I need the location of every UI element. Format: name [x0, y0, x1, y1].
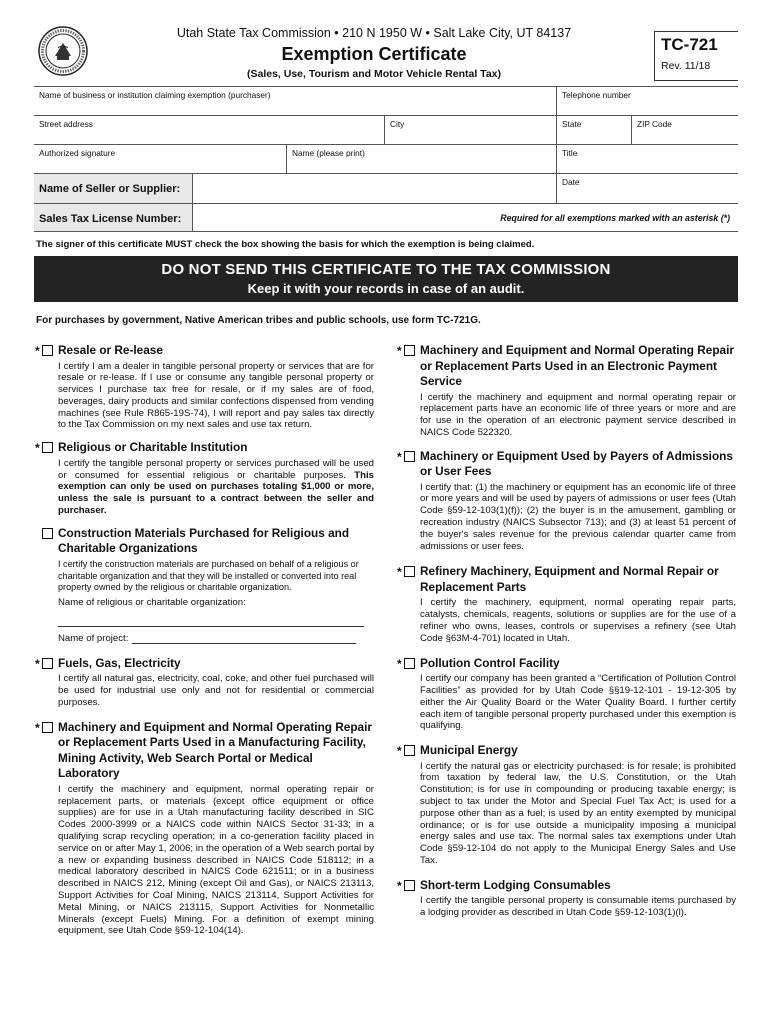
zip-code-field[interactable]	[631, 116, 738, 144]
resale-title: Resale or Re-lease	[58, 343, 163, 357]
authorized-signature-label: Authorized signature	[39, 148, 116, 158]
city-label: City	[390, 119, 405, 129]
print-name-field[interactable]	[286, 145, 556, 173]
banner-keep-records: Keep it with your records in case of an audit.	[247, 281, 525, 296]
do-not-send-banner	[34, 256, 738, 302]
print-name-label: Name (please print)	[292, 148, 365, 158]
fuels-checkbox[interactable]	[42, 658, 53, 669]
exemption-religious	[34, 440, 374, 516]
exemption-admissions	[396, 449, 736, 553]
zip-code-label: ZIP Code	[637, 119, 672, 129]
asterisk-mark: *	[35, 656, 40, 671]
header-center	[114, 22, 634, 80]
signer-instruction: The signer of this certificate MUST check the box showing the basis for which the exemption is being claimed.	[36, 239, 535, 250]
street-address-label: Street address	[39, 119, 93, 129]
manufacturing-text: I certify the machinery and equipment, normal operating repair or replacement parts, or materials (except office equipment or office supplies) are for use in a Utah manufacturing facility described in SIC Codes 2000-3999 or a NAICS code within NAICS Sector 31-33; in a qualifying scrap recycling operation; in a co-generation facility placed in service on or after May 1, 2006; in the operation of a Web search portal by a new or expanding business described in NAICS Code 518112; in a medical laboratory described in NAICS Code 621511; or in a business described in NAICS 212, Mining (except Oil and Gas), or NAICS 213113, Support Activities for Coal Mining, NAICS 213114, Support Activities for Metal Mining, or NAICS 213115, Support Activities for Nonmetallic Minerals (except Fuels) Mining. For a definition of exempt mining equipment, see Utah Code §59-12-104(14).	[58, 783, 374, 937]
asterisk-mark: *	[397, 449, 402, 464]
telephone-label: Telephone number	[562, 90, 631, 100]
form-number-box	[654, 31, 738, 81]
lodging-text: I certify the tangible personal property is consumable items purchased by a lodging provider as described in Utah Code §59-12-103(1)(l).	[420, 895, 736, 919]
religious-text-main: I certify the tangible personal property or services purchased will be used or consumed for essential religious or charitable purposes.	[58, 457, 374, 481]
title-field[interactable]	[556, 145, 738, 173]
purchaser-name-field[interactable]	[34, 87, 556, 115]
admissions-text: I certify that: (1) the machinery or equipment has an economic life of three or more years and will be used by payers of admissions or user fees (Utah Code §59-12-103(1)(f)); (2) the buyer is in the amusement, gambling or recreation industry (NAICS Subsector 713); and (3) at least 51 percent of the buyer's sales revenue for the previous calendar quarter came from admissions or user fees.	[420, 481, 736, 552]
resale-text: I certify I am a dealer in tangible personal property or services that are for resale or re-lease. If I use or consume any tangible personal property or services I purchase tax free for resale, or if my sales are of food, beverages, dairy products and similar confections dispensed from vending machines (see Rule R865-19S-74), I will report and pay sales tax directly to the Tax Commission on my next sales and use tax return.	[58, 360, 374, 431]
exemption-lodging	[396, 878, 736, 919]
organization-name-input[interactable]	[58, 609, 364, 627]
telephone-field[interactable]	[556, 87, 738, 115]
electronic-payment-title: Machinery and Equipment and Normal Operating Repair or Replacement Parts Used in an Electronic Payment Service	[420, 343, 734, 388]
state-label: State	[562, 119, 582, 129]
date-field[interactable]	[556, 174, 738, 203]
date-label: Date	[562, 177, 580, 187]
project-row	[58, 633, 374, 644]
exemption-construction	[34, 526, 374, 644]
form-subtitle: (Sales, Use, Tourism and Motor Vehicle Rental Tax)	[246, 68, 501, 80]
street-address-field[interactable]	[34, 116, 384, 144]
pollution-checkbox[interactable]	[404, 658, 415, 669]
asterisk-mark: *	[35, 344, 40, 358]
exemption-municipal-energy	[396, 743, 736, 867]
exemption-pollution	[396, 656, 736, 732]
municipal-energy-text: I certify the natural gas or electricity purchased: is for resale; is prohibited from taxation by federal law, the U.S. Constitution, or the Utah Constitution; is for use in compounding or producing taxable energy; is subject to tax under the Motor and Special Fuel Tax Act; is used for a purpose other than as a fuel; is used by an entity exempted by municipal ordinance; or is for use outside a municipality imposing a municipal energy sales and use tax. The normal sales tax exemptions under Utah Code §59-12-104 do not apply to the Municipal Energy Sales and Use Tax.	[420, 760, 736, 867]
exemption-electronic-payment	[396, 343, 736, 439]
asterisk-required-note: Required for all exemptions marked with an asterisk (*)	[500, 213, 730, 223]
form-number: TC-721	[661, 35, 718, 54]
lodging-checkbox[interactable]	[404, 880, 415, 891]
fuels-text: I certify all natural gas, electricity, coal, coke, and other fuel purchased will be used for industrial use only and not for residential or commercial purposes.	[58, 673, 374, 709]
field-row-signature	[34, 144, 738, 173]
electronic-payment-checkbox[interactable]	[404, 345, 415, 356]
exemption-manufacturing	[34, 720, 374, 937]
admissions-checkbox[interactable]	[404, 451, 415, 462]
pollution-text: I certify our company has been granted a “Certification of Pollution Control Facilities” as provided for by Utah Code §§19-12-101 - 19-12-305 by either the Air Quality Board or the Water Quality Board. I further certify each item of tangible personal property purchased under this exemption is qualifying.	[420, 673, 736, 732]
project-name-input[interactable]	[132, 634, 356, 644]
form-revision: Rev. 11/18	[661, 60, 711, 72]
electronic-payment-text: I certify the machinery and equipment and normal operating repair or replacement parts have an economic life of three years or more and are for use in the operation of an electronic payment service described in NAICS Code 522320.	[420, 391, 736, 438]
authorized-signature-field[interactable]	[34, 145, 286, 173]
exemption-refinery	[396, 564, 736, 644]
refinery-text: I certify the machinery, equipment, normal operating repair parts, catalysts, chemicals, reagents, solutions or supplies are for the use of a refiner who owns, leases, controls or supervises a refinery (see Utah Code §63M-4-701) located in Utah.	[420, 597, 736, 644]
project-label: Name of project:	[58, 632, 129, 644]
form-header	[34, 22, 738, 86]
construction-text: I certify the construction materials are purchased on behalf of a religious or charitable organization and that they will be installed or converted into real property owned by the religious or charitable organization.	[58, 558, 359, 593]
field-row-address	[34, 115, 738, 144]
asterisk-mark: *	[397, 344, 402, 358]
license-number-field[interactable]	[192, 204, 738, 231]
banner-warning: DO NOT SEND THIS CERTIFICATE TO THE TAX COMMISSION	[161, 261, 611, 278]
asterisk-mark: *	[397, 565, 402, 580]
utah-state-seal-icon	[38, 26, 88, 76]
exemption-resale	[34, 343, 374, 431]
religious-text	[58, 458, 374, 517]
state-field[interactable]	[556, 116, 631, 144]
government-purchase-note: For purchases by government, Native American tribes and public schools, use form TC-721G.	[36, 315, 481, 326]
manufacturing-checkbox[interactable]	[42, 722, 53, 733]
religious-checkbox[interactable]	[42, 442, 53, 453]
seller-name-label: Name of Seller or Supplier:	[34, 174, 192, 203]
resale-checkbox[interactable]	[42, 345, 53, 356]
municipal-energy-checkbox[interactable]	[404, 745, 415, 756]
license-number-label: Sales Tax License Number:	[34, 204, 192, 231]
field-row-seller	[34, 173, 738, 203]
pollution-title: Pollution Control Facility	[420, 655, 560, 670]
lodging-title: Short-term Lodging Consumables	[420, 877, 611, 892]
asterisk-mark: *	[397, 656, 402, 671]
agency-address: Utah State Tax Commission • 210 N 1950 W • Salt Lake City, UT 84137	[176, 26, 572, 40]
manufacturing-title: Machinery and Equipment and Normal Operating Repair or Replacement Parts Used in a Manufacturing Facility, Mining Activity, Web Search Portal or Medical Laboratory	[58, 719, 372, 781]
organization-label: Name of religious or charitable organization:	[58, 597, 246, 609]
exemptions-left-column	[34, 343, 374, 937]
seller-name-field[interactable]	[192, 174, 556, 203]
exemption-fuels	[34, 656, 374, 709]
form-title: Exemption Certificate	[281, 44, 467, 64]
purchaser-fields	[34, 86, 738, 232]
admissions-title: Machinery or Equipment Used by Payers of Admissions or User Fees	[420, 448, 733, 479]
city-field[interactable]	[384, 116, 556, 144]
construction-title: Construction Materials Purchased for Religious and Charitable Organizations	[58, 525, 350, 556]
refinery-title: Refinery Machinery, Equipment and Normal Repair or Replacement Parts	[420, 564, 719, 594]
religious-text-bold: This exemption can only be used on purchases totaling $1,000 or more, unless the sale is pursuant to a contract between the seller and purchaser.	[58, 469, 374, 516]
municipal-energy-title: Municipal Energy	[420, 743, 518, 758]
refinery-checkbox[interactable]	[404, 566, 415, 577]
title-label: Title	[562, 148, 578, 158]
fuels-title: Fuels, Gas, Electricity	[58, 655, 181, 670]
asterisk-mark: *	[35, 441, 40, 456]
asterisk-mark: *	[397, 744, 402, 759]
exemptions-right-column	[396, 343, 736, 919]
asterisk-mark: *	[35, 720, 40, 735]
construction-checkbox[interactable]	[42, 528, 53, 539]
field-row-license	[34, 203, 738, 232]
purchaser-name-label: Name of business or institution claiming exemption (purchaser)	[39, 90, 271, 100]
field-row-purchaser	[34, 86, 738, 115]
asterisk-mark: *	[397, 878, 402, 893]
religious-title: Religious or Charitable Institution	[58, 440, 248, 455]
